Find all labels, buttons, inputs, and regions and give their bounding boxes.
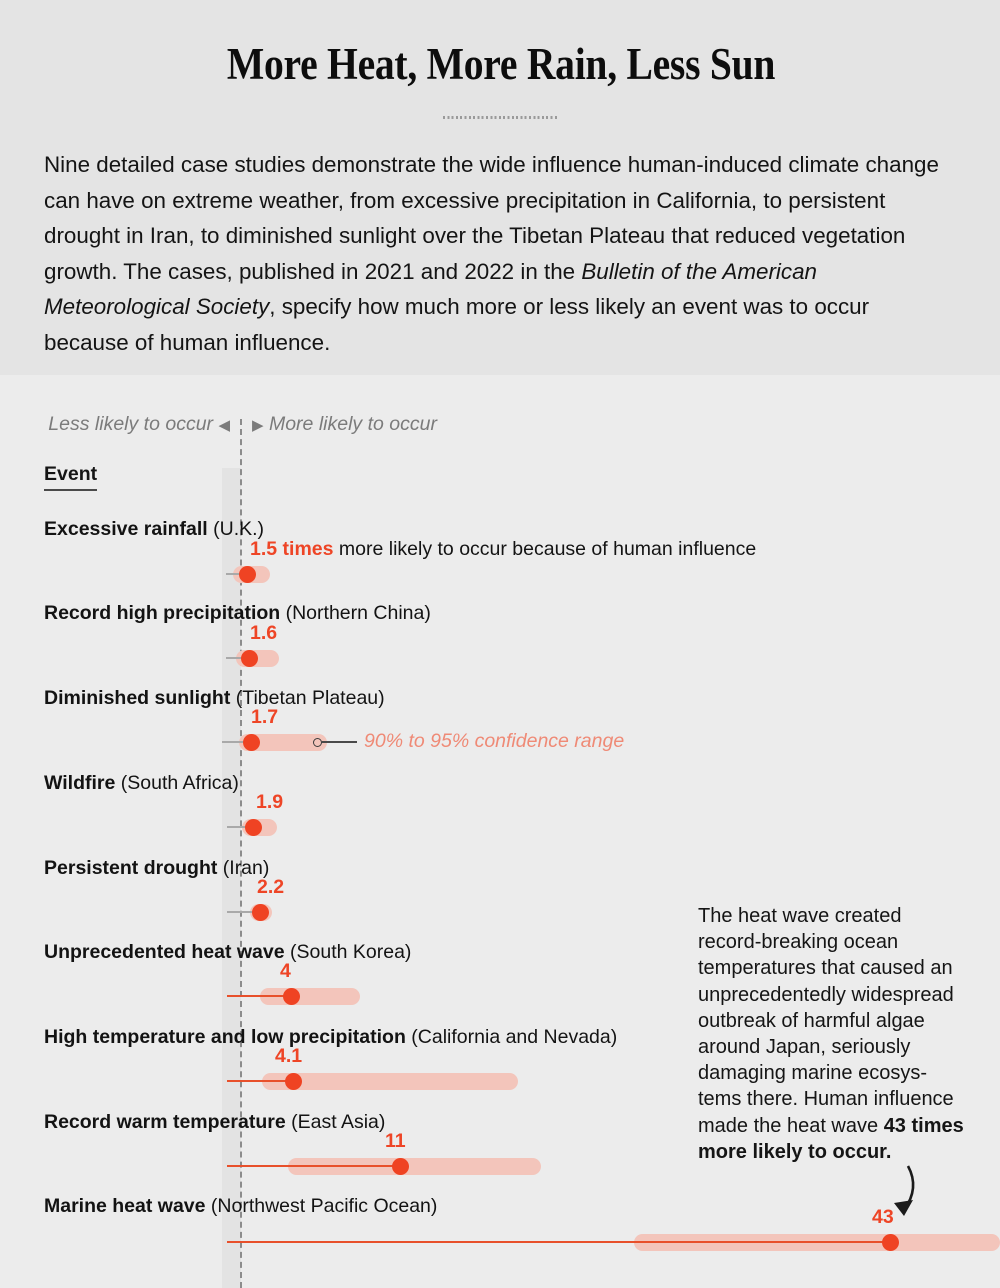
intro-paragraph bbox=[44, 147, 958, 360]
baseline-axis bbox=[240, 419, 242, 1288]
value-number: 2.2 bbox=[257, 876, 285, 898]
value-number: 1.7 bbox=[251, 706, 279, 728]
first-row-annotation: more likely to occur because of human influence bbox=[338, 538, 757, 560]
value-label bbox=[275, 1045, 302, 1068]
event-name: Excessive rainfall bbox=[44, 518, 208, 540]
event-name: Unprecedented heat wave bbox=[44, 941, 285, 963]
left-triangle-icon: ◀ bbox=[218, 417, 230, 434]
value-suffix: times bbox=[282, 538, 334, 560]
value-dot bbox=[392, 1158, 409, 1175]
event-label bbox=[44, 1111, 385, 1134]
event-label bbox=[44, 518, 264, 541]
event-label bbox=[44, 772, 239, 795]
less-likely-label bbox=[48, 413, 230, 436]
value-label bbox=[257, 876, 284, 899]
event-name: Diminished sunlight bbox=[44, 687, 231, 709]
right-triangle-icon: ▶ bbox=[252, 417, 264, 434]
event-name: Persistent drought bbox=[44, 857, 218, 879]
event-location: (South Korea) bbox=[290, 941, 412, 963]
value-dot bbox=[285, 1073, 302, 1090]
value-number: 4 bbox=[280, 960, 291, 982]
value-dot bbox=[283, 988, 300, 1005]
confidence-range-marker bbox=[313, 738, 322, 747]
sidenote-bold: 43 times more likely to occur. bbox=[698, 1114, 964, 1163]
event-name: Record high precipitation bbox=[44, 602, 281, 624]
event-label bbox=[44, 941, 411, 964]
value-number: 1.9 bbox=[256, 791, 284, 813]
value-label bbox=[256, 791, 283, 814]
value-label bbox=[250, 622, 277, 645]
event-name: High temperature and low precipitation bbox=[44, 1026, 406, 1048]
less-likely-text: Less likely to occur bbox=[48, 413, 214, 435]
confidence-range-label: 90% to 95% confidence range bbox=[364, 730, 625, 752]
column-header-event: Event bbox=[44, 463, 97, 491]
value-dot bbox=[245, 819, 262, 836]
event-label bbox=[44, 602, 431, 625]
value-label bbox=[250, 538, 756, 561]
dotted-divider bbox=[443, 116, 559, 119]
confidence-range-leader bbox=[322, 741, 357, 743]
value-number: 1.5 bbox=[250, 538, 278, 560]
arrow-icon bbox=[880, 1162, 940, 1224]
event-location: (California and Nevada) bbox=[411, 1026, 618, 1048]
value-label bbox=[385, 1130, 406, 1153]
value-dot bbox=[882, 1234, 899, 1251]
intro-text-part1: Nine detailed case studies demonstrate the wide influence human-induced climate change can have on extreme weather, from excessive precipitation in California, to persistent drought in Iran, to diminished sunlight over the Tibetan Plateau that reduced vegetation growth. The cases, published in 2021 and 2022 in the bbox=[44, 152, 939, 284]
value-label bbox=[251, 706, 278, 729]
more-likely-label bbox=[252, 413, 437, 436]
value-number: 1.6 bbox=[250, 622, 278, 644]
value-number: 4.1 bbox=[275, 1045, 303, 1067]
event-label bbox=[44, 1026, 617, 1049]
event-name: Record warm temperature bbox=[44, 1111, 286, 1133]
value-dot bbox=[241, 650, 258, 667]
more-likely-text: More likely to occur bbox=[268, 413, 437, 435]
value-number: 43 bbox=[872, 1206, 894, 1228]
event-name: Wildfire bbox=[44, 772, 116, 794]
event-location: (Northwest Pacific Ocean) bbox=[210, 1195, 438, 1217]
chart-area bbox=[0, 375, 1000, 1288]
journal-name: Bulletin of the American Meteorological Society bbox=[44, 258, 817, 319]
header-block bbox=[0, 0, 1000, 375]
connector-line-overlay bbox=[227, 1241, 890, 1243]
page-title: More Heat, More Rain, Less Sun bbox=[226, 39, 776, 89]
event-label bbox=[44, 687, 385, 710]
connector-line-overlay bbox=[227, 995, 291, 997]
event-label bbox=[44, 1195, 437, 1218]
event-location: (Northern China) bbox=[285, 602, 431, 624]
value-number: 11 bbox=[385, 1130, 406, 1152]
event-location: (U.K.) bbox=[213, 518, 265, 540]
event-label bbox=[44, 857, 269, 880]
direction-labels bbox=[0, 413, 1000, 439]
event-name: Marine heat wave bbox=[44, 1195, 206, 1217]
event-location: (East Asia) bbox=[291, 1111, 386, 1133]
value-label bbox=[280, 960, 291, 983]
intro-text-part2: , specify how much more or less likely an event was to occur because of human influence. bbox=[44, 294, 870, 355]
value-dot bbox=[252, 904, 269, 921]
event-location: (South Africa) bbox=[120, 772, 239, 794]
value-dot bbox=[239, 566, 256, 583]
sidenote bbox=[698, 903, 964, 1165]
connector-line-overlay bbox=[227, 1165, 400, 1167]
event-location: (Iran) bbox=[222, 857, 270, 879]
sidenote-text: The heat wave created record-breaking ocean temperatures that caused an unprecedentedly widespread outbreak of harmful algae around Japan, seriously damaging marine ecosys-tems there. Human influence made the heat wave bbox=[698, 905, 954, 1137]
connector-line-overlay bbox=[227, 1080, 293, 1082]
value-dot bbox=[243, 734, 260, 751]
event-location: (Tibetan Plateau) bbox=[235, 687, 385, 709]
